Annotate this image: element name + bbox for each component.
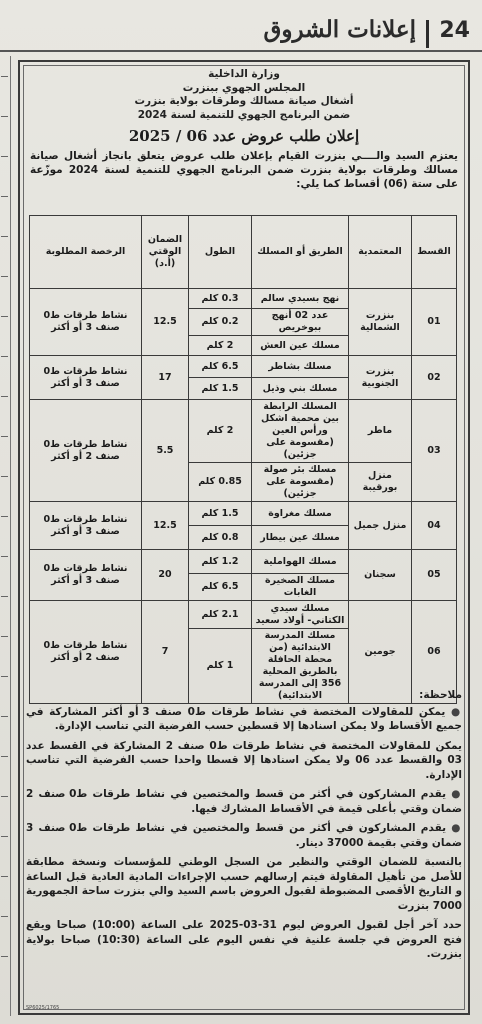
column-edge-mark: [1, 76, 8, 77]
column-edge-mark: [1, 396, 8, 397]
column-edge-mark: [1, 876, 8, 877]
cell-road: مسلك عين بيطار: [252, 526, 349, 550]
cell-guarantee: 17: [142, 356, 189, 400]
bullet-icon: ●: [450, 705, 463, 718]
cell-length: 6.5 كلم: [189, 574, 252, 601]
tender-advertisement: [18, 60, 470, 1015]
cell-road: مسلك بني وذيل: [252, 378, 349, 400]
adjacent-column-edge: [0, 56, 11, 1016]
cell-lot: 02: [412, 356, 457, 400]
column-edge-mark: [1, 836, 8, 837]
cell-lot: 03: [412, 400, 457, 502]
header-length: الطول: [189, 216, 252, 289]
note-item: [26, 918, 462, 962]
header-license: الرخصة المطلوبة: [30, 216, 142, 289]
cell-lot: 06: [412, 601, 457, 704]
column-edge-mark: [1, 716, 8, 717]
header-guarantee: الضمان الوقتي (أ.د): [142, 216, 189, 289]
cell-license: نشاط طرقات ط0 صنف 2 أو أكثر: [30, 601, 142, 704]
cell-guarantee: 12.5: [142, 289, 189, 356]
cell-length: 1.5 كلم: [189, 502, 252, 526]
column-edge-mark: [1, 436, 8, 437]
cell-length: 2 كلم: [189, 400, 252, 463]
table-row: [30, 550, 457, 574]
cell-delegation: بنزرت الجنوبية: [349, 356, 412, 400]
cell-length: 1.2 كلم: [189, 550, 252, 574]
cell-length: 1.5 كلم: [189, 378, 252, 400]
cell-length: 0.3 كلم: [189, 289, 252, 309]
table-row: [30, 601, 457, 629]
note-text: يقدم المشاركون في أكثر من قسط والمختصين في نشاط طرقات ط0 صنف 2 ضمان وقتي بأعلى قيمة في الأقساط المشارك فيها.: [26, 788, 462, 815]
cell-length: 0.2 كلم: [189, 309, 252, 336]
column-edge-mark: [1, 476, 8, 477]
column-edge-mark: [1, 916, 8, 917]
cell-road: نهج بسيدي سالم: [252, 289, 349, 309]
column-edge-mark: [1, 156, 8, 157]
column-edge-mark: [1, 276, 8, 277]
cell-lot: 01: [412, 289, 457, 356]
table-row: [30, 356, 457, 378]
column-edge-mark: [1, 556, 8, 557]
cell-road: مسلك المدرسة الابتدائية (من محطة الحافلة بالطريق المحلية 356 إلى المدرسة الابتدائية): [252, 629, 349, 704]
header-road: الطريق أو المسلك: [252, 216, 349, 289]
column-edge-mark: [1, 116, 8, 117]
ad-intro: يعتزم السيد والــــي بنزرت القيام بإعلان طلب عروض يتعلق بانجاز أشغال صيانة مسالك وطرقات بولاية بنزرت ضمن البرنامج الجهوي للتنمية لسنة 2024 موزّعة على ستة (06) أقساط كما يلي:: [30, 150, 459, 190]
reference-code: SP6025/1765: [26, 1005, 60, 1011]
column-edge-mark: [1, 756, 8, 757]
column-edge-mark: [1, 356, 8, 357]
cell-road: مسلك بئر صولة (مقسومة على جزئين): [252, 463, 349, 502]
cell-road: مسلك الهواملية: [252, 550, 349, 574]
note-text: يمكن للمقاولات المختصة في نشاط طرقات ط0 صنف 2 المشاركة في القسط عدد 03 والقسط عدد 06 ولا يمكن اسنادها إلا قسطا واحدا حسب الفرضية التي تناسب الإدارة.: [26, 739, 462, 781]
org-line-program: ضمن البرنامج الجهوي للتنمية لسنة 2024: [137, 108, 351, 121]
header-rule: [0, 50, 482, 52]
cell-length: 0.85 كلم: [189, 463, 252, 502]
note-item: [26, 705, 462, 734]
header-divider: [426, 20, 429, 48]
cell-road: المسلك الرابطة بين محمية اشكل ورأس العين (مقسومة على جزئين): [252, 400, 349, 463]
section-title: إعلانات الشروق: [263, 16, 416, 43]
cell-guarantee: 5.5: [142, 400, 189, 502]
table-row: [30, 502, 457, 526]
cell-license: نشاط طرقات ط0 صنف 3 أو أكثر: [30, 550, 142, 601]
column-edge-mark: [1, 676, 8, 677]
note-text: يمكن للمقاولات المختصة في نشاط طرقات ط0 صنف 3 أو أكثر المشاركة في جميع الأقساط ولا يمكن اسنادها إلا قسطين حسب الفرضية التي تناسب الإدارة.: [26, 705, 462, 732]
column-edge-mark: [1, 796, 8, 797]
table-row: [30, 289, 457, 309]
cell-guarantee: 20: [142, 550, 189, 601]
cell-guarantee: 7: [142, 601, 189, 704]
cell-delegation: منزل بورقيبة: [349, 463, 412, 502]
cell-delegation: بنزرت الشمالية: [349, 289, 412, 356]
note-text: يقدم المشاركون في أكثر من قسط والمختصين في نشاط طرقات ط0 صنف 3 ضمان وقتي بقيمة 37000 دينار.: [26, 822, 462, 849]
cell-road: مسلك سيدي الكتاني- أولاد سعيد: [252, 601, 349, 629]
table-row: [30, 400, 457, 463]
notes-section: [26, 688, 462, 967]
cell-lot: 04: [412, 502, 457, 550]
header-delegation: المعتمدية: [349, 216, 412, 289]
bullet-icon: ●: [451, 822, 462, 834]
cell-road: مسلك بشاطر: [252, 356, 349, 378]
column-edge-mark: [1, 316, 8, 317]
ad-title: إعلان طلب عروض عدد 06 / 2025: [128, 127, 360, 145]
note-text: بالنسبة للضمان الوقتي والنظير من السجل الوطني للمؤسسات ونسخة مطابقة للأصل من تأهيل المقاولة فيتم إرسالهم حسب الإجراءات المادية العادية قبل الساعة و التاريخ الأقصى المضبوطة لقبول العروض باسم السيد والي بنزرت ساحة الجمهورية 7000 بنزرت: [26, 856, 462, 912]
cell-length: 1 كلم: [189, 629, 252, 704]
org-line-ministry: وزارة الداخلية: [208, 68, 280, 80]
note-item: [26, 821, 462, 850]
column-edge-mark: [1, 636, 8, 637]
header-lot: القسط: [412, 216, 457, 289]
cell-license: نشاط طرقات ط0 صنف 3 أو أكثر: [30, 502, 142, 550]
bullet-icon: ●: [451, 788, 462, 800]
column-edge-mark: [1, 596, 8, 597]
cell-delegation: سجنان: [349, 550, 412, 601]
table-header-row: [30, 216, 457, 289]
column-edge-mark: [1, 516, 8, 517]
cell-road: مسلك مغراوة: [252, 502, 349, 526]
cell-license: نشاط طرقات ط0 صنف 3 أو أكثر: [30, 289, 142, 356]
cell-delegation: ماطر: [349, 400, 412, 463]
column-edge-mark: [1, 196, 8, 197]
org-line-council: المجلس الجهوي ببنزرت: [182, 81, 306, 94]
cell-road: مسلك عين العش: [252, 336, 349, 356]
page-number: 24: [439, 18, 470, 43]
org-line-works: أشغال صيانة مسالك وطرقات بولاية بنزرت: [134, 95, 354, 107]
note-text: حدد آخر أجل لقبول العروض ليوم 31-03-2025 على الساعة (10:00) صباحا ويقع فتح العروض في جلسة علنية في نفس اليوم على الساعة (10:30) صباحا بولاية بنزرت.: [26, 919, 462, 960]
page-header: [0, 6, 482, 50]
notes-heading: ملاحظة:: [419, 689, 462, 701]
cell-road: مسلك الصخيرة الغابات: [252, 574, 349, 601]
note-item: [26, 855, 462, 913]
column-edge-mark: [1, 956, 8, 957]
note-item: [26, 739, 462, 783]
note-item: [26, 787, 462, 816]
cell-length: 0.8 كلم: [189, 526, 252, 550]
cell-license: نشاط طرقات ط0 صنف 3 أو أكثر: [30, 356, 142, 400]
cell-guarantee: 12.5: [142, 502, 189, 550]
column-edge-mark: [1, 236, 8, 237]
cell-length: 6.5 كلم: [189, 356, 252, 378]
cell-lot: 05: [412, 550, 457, 601]
cell-length: 2.1 كلم: [189, 601, 252, 629]
cell-delegation: منزل جميل: [349, 502, 412, 550]
cell-delegation: جومين: [349, 601, 412, 704]
cell-road: عدد 02 أنهج ببوخريص: [252, 309, 349, 336]
cell-length: 2 كلم: [189, 336, 252, 356]
lots-table: [29, 215, 457, 704]
cell-license: نشاط طرقات ط0 صنف 2 أو أكثر: [30, 400, 142, 502]
